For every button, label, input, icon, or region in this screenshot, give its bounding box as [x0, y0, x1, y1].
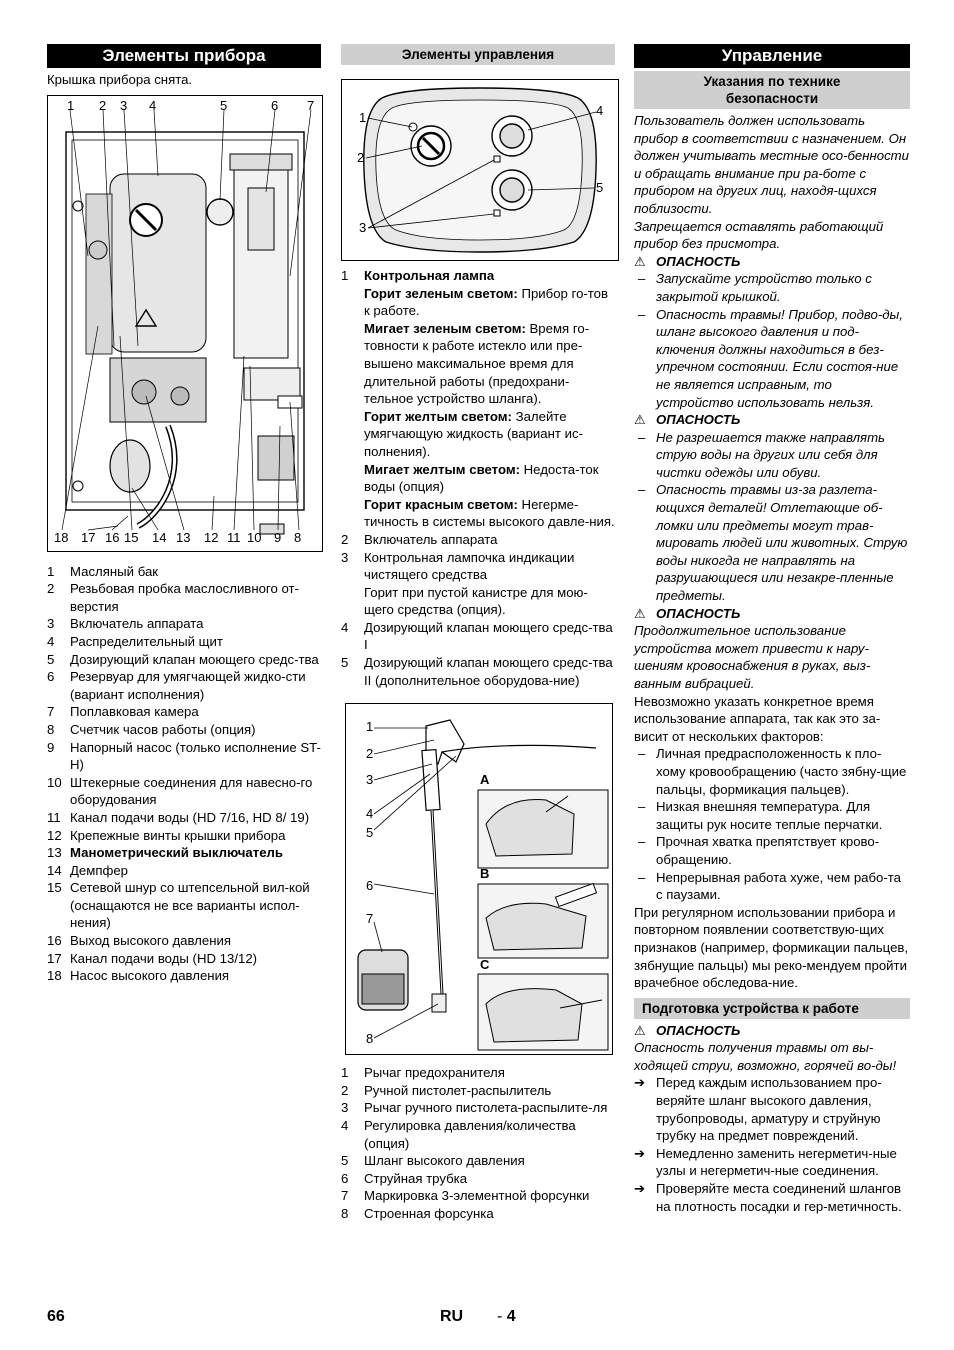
callout-5: 5: [220, 97, 228, 113]
callout-3: 3: [366, 772, 374, 788]
list-item: 2 Включатель аппарата: [341, 531, 498, 547]
callout-2: 2: [99, 97, 107, 113]
callout-8: 8: [366, 1031, 374, 1047]
list-item: – Непрерывная работа хуже, чем рабо-та с паузами.: [638, 869, 901, 903]
vibration-danger-text: Продолжительное использование устройства может привести к нару-шениям кровоснабжения в руках, выз-ванным вибрацией.: [634, 623, 871, 691]
list-item: 2 Ручной пистолет-распылитель: [341, 1082, 552, 1098]
language-code: RU: [440, 1308, 464, 1325]
factors-list: [634, 745, 910, 903]
list-item: 8 Строенная форсунка: [341, 1206, 494, 1221]
warning-triangle-icon: ⚠: [634, 605, 646, 621]
list-item: 5 Шланг высокого давления: [341, 1153, 525, 1169]
callout-11: 11: [227, 529, 241, 545]
vibration-explanation: Невозможно указать конкретное время использование аппарата, так как это за-висит от нескольких факторов:: [634, 693, 881, 744]
danger-list-2: [634, 429, 910, 605]
cover-removed-note: Крышка прибора снята.: [47, 72, 193, 87]
callout-2: 2: [366, 746, 374, 762]
list-item: – Опасность травмы из-за разлета-ющихся деталей! Отлетающие об-ломки или предметы могут трав-мировать людей или животных. Струю воды никогда не направлять на разрушающиеся или незакре-пленные предметы.: [638, 482, 908, 604]
danger-heading: ⚠ ОПАСНОСТЬ: [634, 412, 741, 428]
inset-label-c: C: [480, 957, 490, 973]
medical-advice: При регулярном использовании прибора и повторном появлении соответствую-щих признаков (например, формикации пальцев, зябнущие пальцы) мы реко-мендуем пройти врачебное обследова-ние.: [634, 904, 909, 991]
page-number: 66: [47, 1308, 65, 1325]
list-item: 8 Счетчик часов работы (опция): [47, 721, 256, 737]
section-title-device-elements: Элементы прибора: [47, 44, 321, 68]
list-item: 4 Распределительный щит: [47, 633, 223, 649]
warning-triangle-icon: ⚠: [634, 1022, 646, 1038]
callout-1: 1: [67, 97, 75, 113]
list-item: 9 Напорный насос (только исполнение ST-H): [47, 739, 321, 773]
list-item: 17 Канал подачи воды (HD 13/12): [47, 950, 258, 966]
spray-gun-drawing: [346, 704, 612, 1054]
unattended-warning: Запрещается оставлять работающий прибор без присмотра.: [634, 218, 884, 252]
warning-triangle-icon: ⚠: [634, 253, 646, 269]
list-item: – Личная предрасположенность к пло-хому кровообращению (часто зябну-щие пальцы, формикация пальцев).: [638, 746, 907, 797]
list-item: 4 Дозирующий клапан моющего средс-тва I: [341, 619, 613, 653]
device-interior-figure: [47, 95, 323, 552]
callout-8: 8: [294, 529, 302, 545]
column-controls: [341, 44, 615, 1223]
callout-3: 3: [120, 97, 128, 113]
jet-danger-text: Опасность получения травмы от вы-ходящей струи, возможно, горячей во-ды!: [634, 1040, 897, 1073]
section-page-number: - 4: [497, 1308, 516, 1325]
callout-6: 6: [366, 878, 374, 894]
list-item: 5 Дозирующий клапан моющего средс-тва II (дополнительное оборудова-ние): [341, 655, 613, 688]
arrow-right-icon: ➔: [634, 1181, 646, 1197]
callout-10: 10: [247, 529, 262, 545]
danger-heading: ⚠ ОПАСНОСТЬ: [634, 605, 741, 621]
callout-18: 18: [54, 529, 69, 545]
list-item: 3 Включатель аппарата: [47, 616, 204, 632]
list-item: 7 Маркировка 3-элементной форсунки: [341, 1188, 590, 1204]
list-item: ➔ Проверяйте места соединений шлангов на плотность посадки и гер-метичность.: [634, 1181, 902, 1214]
callout-9: 9: [274, 529, 282, 545]
list-item: 7 Поплавковая камера: [47, 704, 199, 720]
device-elements-list: [47, 563, 321, 985]
subsection-title-preparation: Подготовка устройства к работе: [634, 998, 910, 1019]
callout-3: 3: [359, 220, 367, 235]
list-item: 1 Масляный бак: [47, 563, 159, 579]
control-panel-drawing: [342, 80, 618, 260]
callout-2: 2: [357, 150, 365, 165]
inset-label-a: A: [480, 772, 490, 788]
list-item: – Опасность травмы! Прибор, подво-ды, шланг высокого давления и под-ключения должны находиться в без-упречном состоянии. Если состоя-ние не является исправным, то устройство использовать нельзя.: [638, 306, 903, 410]
arrow-right-icon: ➔: [634, 1145, 646, 1161]
list-item: 15 Сетевой шнур со штепсельной вил-кой: [47, 880, 310, 896]
list-item: – Запускайте устройство только с закрытой крышкой.: [638, 271, 872, 304]
callout-4: 4: [596, 103, 604, 118]
intro-paragraph: Пользователь должен использовать прибор в соответствии с назначением. Он должен учитывать местные осо-бенности и обращать внимание при ра-боте с прибором на других лиц, находя-щихся поблизости.: [634, 113, 909, 216]
subsection-title-safety: Указания по технике безопасности: [634, 71, 910, 109]
section-title-controls: Элементы управления: [341, 44, 615, 65]
callout-13: 13: [176, 529, 191, 545]
callout-1: 1: [359, 110, 367, 125]
callout-5: 5: [366, 825, 374, 841]
callout-7: 7: [366, 911, 374, 927]
list-item: 6 Резервуар для умягчающей жидко-сти (вариант исполнения): [47, 669, 306, 702]
section-title-operation: Управление: [634, 44, 910, 68]
callout-1: 1: [366, 719, 374, 735]
controls-list: [341, 267, 615, 689]
danger-list-1: [634, 270, 910, 411]
column-operation: [634, 44, 910, 1215]
list-item: 1 Рычаг предохранителя: [341, 1065, 505, 1081]
list-item: ➔ Перед каждым использованием про-веряйте шланг высокого давления, трубопроводы, арматуру и струйную трубку на предмет повреждений.: [634, 1075, 882, 1144]
list-item: 16 Выход высокого давления: [47, 933, 232, 949]
list-item: 3 Контрольная лампочка индикации чистящего средства Горит при пустой канистре для мою-щего средства (опция).: [341, 549, 588, 618]
callout-5: 5: [596, 180, 604, 195]
spray-gun-figure: [345, 703, 613, 1055]
warning-triangle-icon: ⚠: [634, 412, 646, 428]
list-item: 6 Струйная трубка: [341, 1170, 468, 1186]
list-item: 14 Демпфер: [47, 862, 128, 878]
list-item: 13 Манометрический выключатель: [47, 845, 284, 861]
callout-4: 4: [149, 97, 157, 113]
control-panel-figure: [341, 79, 619, 261]
list-item: ➔ Немедленно заменить негерметич-ные узлы и негерметич-ные соединения.: [634, 1145, 897, 1179]
list-item: – Прочная хватка препятствует крово-обращению.: [638, 834, 880, 867]
callout-4: 4: [366, 806, 374, 822]
callout-7: 7: [307, 97, 315, 113]
list-item: – Низкая внешняя температура. Для защиты рук носите теплые перчатки.: [638, 799, 883, 832]
column-device-elements: [47, 44, 321, 985]
list-item: 18 Насос высокого давления: [47, 968, 230, 984]
callout-12: 12: [204, 529, 219, 545]
list-item: 12 Крепежные винты крышки прибора: [47, 827, 286, 843]
danger-heading: ⚠ ОПАСНОСТЬ: [634, 1022, 741, 1038]
danger-heading: ⚠ ОПАСНОСТЬ: [634, 253, 741, 269]
list-item: 2 Резьбовая пробка маслосливного от-верстия: [47, 581, 299, 614]
callout-16: 16: [105, 529, 120, 545]
list-item: 1 Контрольная лампа Горит зеленым светом: Прибор го-тов к работе. Мигает зеленым светом: Время го-товности к работе истекло или пре-вышено максимальное время для длительной работы (предохрани-тельное устройство шланга). Горит желтым светом: Залейте умягчающую жидкость (вариант ис-полнения). Мигает желтым светом: Недоста-ток воды (опция) Горит красным светом: Негерме-тичность в системы высокого давле-ния.: [341, 268, 615, 530]
list-item: 4 Регулировка давления/количества (опция): [341, 1118, 576, 1151]
callout-17: 17: [81, 529, 96, 545]
callout-14: 14: [152, 529, 167, 545]
callout-15: 15: [124, 529, 139, 545]
list-item: 3 Рычаг ручного пистолета-распылите-ля: [341, 1100, 608, 1116]
checks-list: [634, 1074, 910, 1215]
list-item: 5 Дозирующий клапан моющего средс-тва: [47, 651, 319, 667]
list-item: – Не разрешается также направлять струю воды на других или себя для чистки одежды или обуви.: [638, 429, 885, 480]
list-item: 11 Канал подачи воды (HD 7/16, HD 8/ 19): [47, 809, 310, 825]
arrow-right-icon: ➔: [634, 1075, 646, 1091]
inset-label-b: B: [480, 866, 490, 882]
list-item: (оснащаются не все варианты испол-нения): [70, 897, 300, 931]
device-interior-drawing: [48, 96, 322, 551]
callout-6: 6: [271, 97, 279, 113]
list-item: 10 Штекерные соединения для навесно-го оборудования: [47, 774, 313, 808]
spray-gun-list: [341, 1064, 615, 1222]
